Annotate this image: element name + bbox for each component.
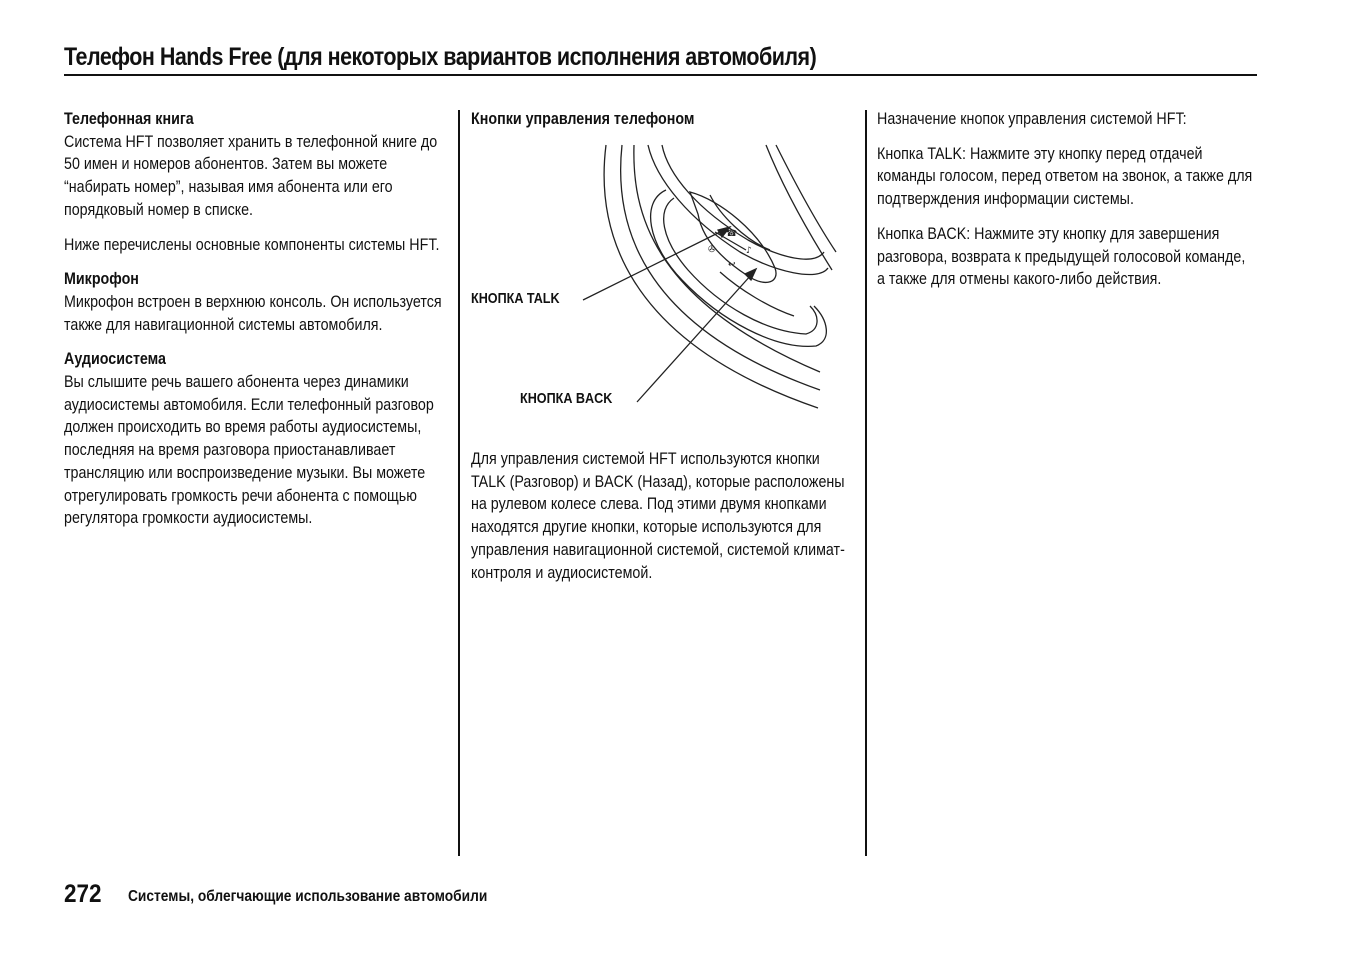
mic-heading: Микрофон <box>64 269 139 289</box>
column-1 <box>64 108 450 542</box>
phonebook-heading: Телефонная книга <box>64 109 194 128</box>
svg-text:☎: ☎ <box>726 229 738 239</box>
column-3 <box>877 108 1257 303</box>
column-divider-right <box>865 110 867 856</box>
steering-wheel-illustration <box>570 140 840 415</box>
title-divider <box>64 74 1257 76</box>
purpose-text: Назначение кнопок управления системой HFT: <box>877 109 1187 128</box>
audio-section <box>64 348 450 530</box>
page-number: 272 <box>64 880 102 908</box>
svg-text:↩: ↩ <box>728 260 736 270</box>
back-button-text: Кнопка BACK: Нажмите эту кнопку для завершения разговора, возврата к предыдущей голосовой команде, а также для отмены какого-либо действия. <box>877 223 1246 289</box>
mic-section <box>64 268 450 336</box>
column-2-body <box>471 448 851 596</box>
components-text: Ниже перечислены основные компоненты системы HFT. <box>64 234 440 254</box>
svg-text:✇: ✇ <box>708 245 716 255</box>
talk-button-text: Кнопка TALK: Нажмите эту кнопку перед отдачей команды голосом, перед ответом на звонок, а также для подтверждения информации системы. <box>877 143 1253 209</box>
buttons-text: Для управления системой HFT используются кнопки TALK (Разговор) и BACK (Назад), которые расположены на рулевом колесе слева. Под этими двумя кнопками находятся другие кнопки, которые используются для управления навигационной системой, системой климат-контроля и аудиосистемой. <box>471 449 845 582</box>
audio-heading: Аудиосистема <box>64 349 167 369</box>
buttons-heading: Кнопки управления телефоном <box>471 109 695 128</box>
phonebook-section <box>64 108 450 222</box>
mic-text: Микрофон встроен в верхнюю консоль. Он используется также для навигационной системы автомобиля. <box>64 291 442 334</box>
page-title: Телефон Hands Free (для некоторых вариантов исполнения автомобиля) <box>64 43 817 71</box>
column-divider-left <box>458 110 460 856</box>
section-title: Системы, облегчающие использование автомобили <box>128 888 488 905</box>
audio-text: Вы слышите речь вашего абонента через динамики аудиосистемы автомобиля. Если телефонный разговор должен происходить во время работы аудиосистемы, последняя на время разговора приостанавливает трансляцию или воспроизведение музыки. Вы можете отрегулировать громкость речи абонента с помощью регулятора громкости аудиосистемы. <box>64 372 434 528</box>
talk-button-label: КНОПКА TALK <box>471 290 560 307</box>
column-2-heading <box>471 108 851 131</box>
svg-text:♪: ♪ <box>746 246 752 256</box>
back-button-label: КНОПКА BACK <box>520 390 613 407</box>
phonebook-text: Система HFT позволяет хранить в телефонной книге до 50 имен и номеров абонентов. Затем вы можете “набирать номер”, называя имя абонента или его порядковый номер в списке. <box>64 131 438 219</box>
